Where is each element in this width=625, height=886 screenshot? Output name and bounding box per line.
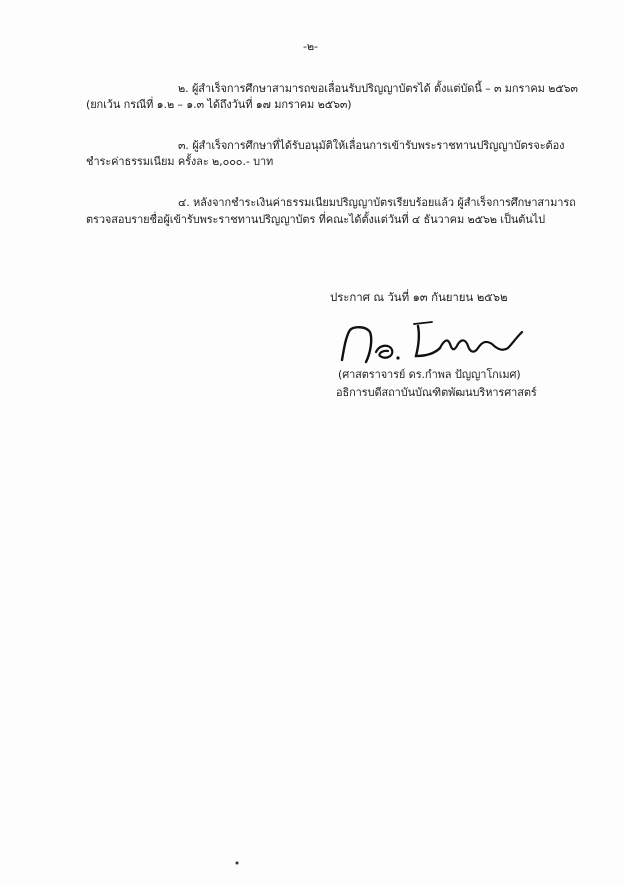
paragraph-2-line-1: ๒. ผู้สำเร็จการศึกษาสามารถขอเลื่อนรับปริญญาบัตรได้ ตั้งแต่บัดนี้ – ๓ มกราคม ๒๕๖๓ <box>178 82 578 95</box>
paragraph-2-line-2: (ยกเว้น กรณีที่ ๑.๒ – ๑.๓ ได้ถึงวันที่ ๑๗ มกราคม ๒๕๖๓) <box>86 98 352 111</box>
signer-name: (ศาสตราจารย์ ดร.กำพล ปัญญาโกเมศ) <box>338 368 521 381</box>
page-number: -๒- <box>303 40 318 53</box>
signer-title: อธิการบดีสถาบันบัณฑิตพัฒนบริหารศาสตร์ <box>336 386 537 399</box>
scan-speck <box>234 860 240 866</box>
paragraph-3-line-2: ชำระค่าธรรมเนียม ครั้งละ ๒,๐๐๐.- บาท <box>86 155 274 168</box>
handwritten-signature <box>336 318 536 368</box>
paragraph-4-line-2: ตรวจสอบรายชื่อผู้เข้ารับพระราชทานปริญญาบัตร ที่คณะได้ตั้งแต่วันที่ ๔ ธันวาคม ๒๕๖๒ เป็นต้นไป <box>86 213 546 226</box>
announcement-date: ประกาศ ณ วันที่ ๑๓ กันยายน ๒๕๖๒ <box>330 290 508 304</box>
paragraph-3-line-1: ๓. ผู้สำเร็จการศึกษาที่ได้รับอนุมัติให้เลื่อนการเข้ารับพระราชทานปริญญาบัตรจะต้อง <box>178 139 565 152</box>
paragraph-4-line-1: ๔. หลังจากชำระเงินค่าธรรมเนียมปริญญาบัตรเรียบร้อยแล้ว ผู้สำเร็จการศึกษาสามารถ <box>178 196 576 209</box>
